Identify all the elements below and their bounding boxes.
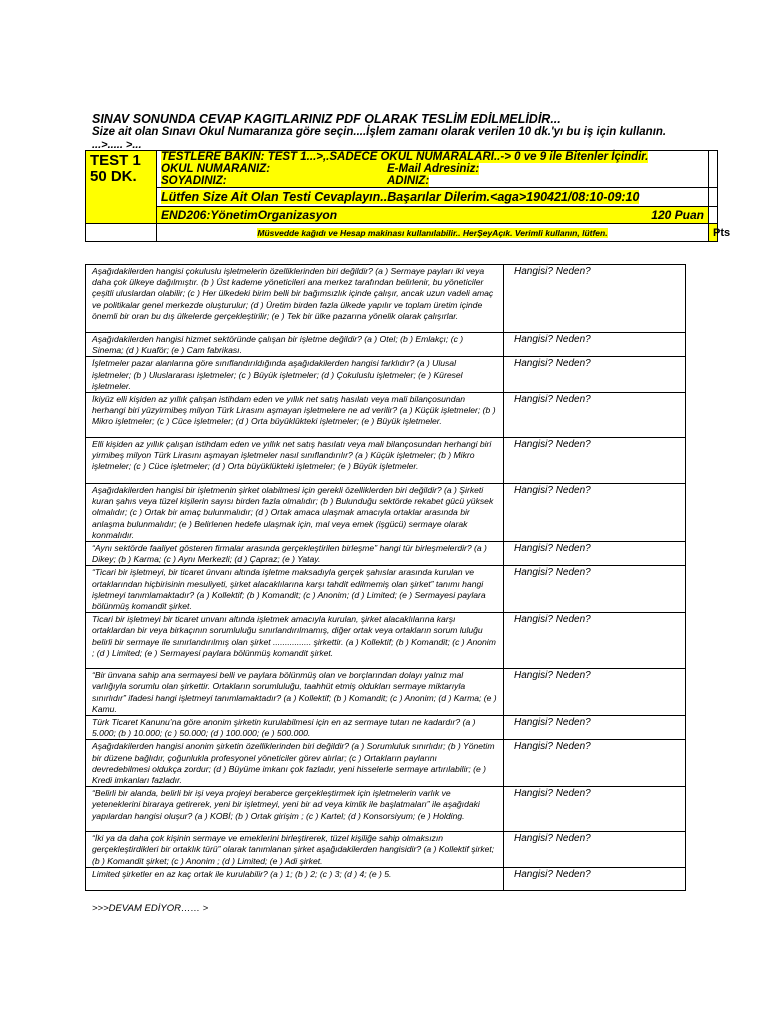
answer-cell[interactable]: Hangisi? Neden? [504, 566, 686, 613]
question-text: Türk Ticaret Kanunu’na göre anonim şirketin kurulabilmesi için en az sermaye tutarı ne kadardır? (a ) 5.000; (b ) 10.000; (c ) 50.000; (d ) 100.000; (e ) 500.000. [86, 716, 504, 740]
answer-cell[interactable]: Hangisi? Neden? [504, 542, 686, 566]
answer-cell[interactable]: Hangisi? Neden? [504, 438, 686, 484]
student-info-cell [157, 151, 709, 188]
question-row [86, 566, 686, 613]
question-text: İkiyüz elli kişiden az yıllık çalışan istihdam eden ve yıllık net satış hasılatı veya mali bilançosundan herhangi biri yüzyirmibeş milyon Türk Lirasını aşmayan işletmelere ne ad verilir? (a ) Küçük işletmeler; (b ) Mikro işletmeler; (c ) Cüce işletmeler; (d ) Orta büyüklükteki işletmeler; (e ) Büyük işletmeler. [86, 393, 504, 438]
answer-cell[interactable]: Hangisi? Neden? [504, 393, 686, 438]
course-name: END206:YönetimOrganizasyon [161, 208, 338, 222]
total-points: 120 Puan [651, 208, 704, 222]
question-text: Aşağıdakilerden hangisi bir işletmenin şirket olabilmesi için gerekli özelliklerden biri değildir? (a ) Şirketi kuran şahıs veya tüzel kişilerin sayısı birden fazla olmalıdır; (b ) Bulunduğu sektörde rekabet gücü yüksek olmalıdır; (c ) Ortak bir amaç bulunmalıdır; (d ) Ortak amaca ulaşmak amacıyla ortaklar arasında bir anlaşma bulunmalıdır; (e ) Belirlenen hedefe ulaşmak için, mal veya emek (işgücü) sermaye olarak konmalıdır. [86, 484, 504, 542]
intro-text [92, 112, 712, 151]
question-text: Ticari bir işletmeyi bir ticaret unvanı altında işletmek amacıyla kurulan, şirket alacaklılarına karşı ortaklardan bir veya birkaçının sorumluluğu sınırlandırılmamış, diğer ortak veya ortakların sorum luluğu belirli bir sermaye ile sınırlandırılmış olan şirket ................ şirkettir. (a ) Kollektif; (b ) Komandit; (c ) Anonim ; (d ) Limited; (e ) Sermayesi paylara bölünmüş komandit şirket. [86, 613, 504, 669]
test-label: TEST 1 [90, 152, 141, 169]
answer-cell[interactable]: Hangisi? Neden? [504, 716, 686, 740]
question-text: “Belirli bir alanda, belirli bir işi veya projeyi beraberce gerçekleştirmek için işletmelerin varlık ve yeteneklerini biraraya getirerek, yeni bir işletmeyi, yeni bir ad veya kimlik ile başlatmaları” ile aşağıdaki yapılardan hangisi oluşur? (a ) KOBİ; (b ) Ortak girişim ; (c ) Kartel; (d ) Konsorsiyum; (e ) Holding. [86, 787, 504, 832]
question-text: Limited şirketler en az kaç ortak ile kurulabilir? (a ) 1; (b ) 2; (c ) 3; (d ) 4; (e ) 5. [86, 867, 504, 890]
surname-field[interactable]: SOYADINIZ: [161, 175, 387, 187]
okul-no-field[interactable]: OKUL NUMARANIZ: [161, 163, 387, 175]
note-cell [157, 224, 709, 242]
test-label-cell [86, 151, 157, 224]
pts-cell[interactable]: Pts [709, 224, 718, 242]
name-field[interactable]: ADINIZ: [387, 175, 430, 187]
question-row [86, 484, 686, 542]
usage-note: Müsvedde kağıdı ve Hesap makinası kullanılabilir.. HerŞeyAçık. Verimli kullanın, lütfen. [257, 227, 608, 238]
question-row [86, 669, 686, 716]
answer-cell[interactable]: Hangisi? Neden? [504, 740, 686, 787]
test-instruction: TESTLERE BAKIN: TEST 1...>,.SADECE OKUL NUMARALARI..-> 0 ve 9 ile Bitenler İçindir. [161, 151, 649, 163]
question-row [86, 393, 686, 438]
questions-table [85, 264, 686, 891]
course-side-cell [709, 207, 718, 224]
question-row [86, 832, 686, 868]
question-row [86, 438, 686, 484]
question-text: “Bir ünvana sahip ana sermayesi belli ve paylara bölünmüş olan ve borçlarından dolayı yalnız mal varlığıyla sorumlu olan şirkettir. Ortakların sorumluluğu, taahhüt etmiş oldukları sermaye miktarıyla sınırlıdır” ifadesi hangi işletmeyi tanımlamaktadır? (a ) Kollektif; (b ) Komandit; (c ) Anonim; (d ) Karma; (e ) Kamu. [86, 669, 504, 716]
email-field[interactable]: E-Mail Adresiniz: [387, 163, 480, 175]
answer-cell[interactable]: Hangisi? Neden? [504, 669, 686, 716]
question-row [86, 542, 686, 566]
answer-cell[interactable]: Hangisi? Neden? [504, 333, 686, 357]
question-row [86, 716, 686, 740]
question-row [86, 867, 686, 890]
course-cell [157, 207, 709, 224]
question-row [86, 740, 686, 787]
question-text: “İki ya da daha çok kişinin sermaye ve emeklerini birleştirerek, tüzel kişiliğe sahip olmaksızın gerçekleştirdikleri bir ortaklık türü” olarak tanımlanan şirket aşağıdakilerden hangisidir? (a ) Kollektif şirket; (b ) Komandit şirket; (c ) Anonim ; (d ) Limited; (e ) Adi şirket. [86, 832, 504, 868]
question-row [86, 357, 686, 393]
submission-notice: SINAV SONUNDA CEVAP KAGITLARINIZ PDF OLARAK TESLİM EDİLMELİDİR... [92, 112, 561, 126]
request-side-cell [709, 188, 718, 207]
question-text: Aşağıdakilerden hangisi çokuluslu işletmelerin özelliklerinden biri değildir? (a ) Sermaye payları iki veya daha çok ülkeye dağılmıştır. (b ) Üst kademe yöneticileri ana merkez tarafından belirlenir, bu yöneticiler çeşitli uluslardan olabilir; (c ) Her ülkedeki birim belli bir bağımsızlık içinde çalışır, ancak uzun vadeli amaç ve politikalar genel merkezde oluşturulur; (d ) Üretim birden fazla ülkede yapılır ve toplam üretim içinde önemli bir oran bu dış ülkelerde gerçekleştirilir; (e ) Tek bir ülke pazarına yönelik olarak çalışırlar. [86, 265, 504, 333]
exam-header-table [85, 150, 731, 242]
blank-cell [86, 224, 157, 242]
question-text: Aşağıdakilerden hangisi anonim şirketin özelliklerinden biri değildir? (a ) Sorumluluk sınırlıdır; (b ) Yönetim bir düzene bağlıdır, çoğunlukla profesyonel yöneticiler görev alırlar; (c ) Ortakların paylarını devredebilmesi oldukça zordur; (d ) Büyüme imkanı çok fazladır, yeni hisselerle sermaye artırılabilir; (e ) Kredi imkanları fazladır. [86, 740, 504, 787]
request-text: Lütfen Size Ait Olan Testi Cevaplayın..Başarılar Dilerim.<aga>190421/08:10-09:10 [161, 190, 640, 204]
continue-footer: >>>DEVAM EDİYOR…… > [92, 903, 209, 914]
selection-instruction: Size ait olan Sınavı Okul Numaranıza göre seçin....İşlem zamanı olarak verilen 10 dk.'yı bu iş için kullanın. [92, 126, 667, 138]
question-row [86, 787, 686, 832]
answer-cell[interactable]: Hangisi? Neden? [504, 787, 686, 832]
header-side-cell [709, 151, 718, 188]
question-text: Aşağıdakilerden hangisi hizmet sektöründe çalışan bir işletme değildir? (a ) Otel; (b ) Emlakçı; (c ) Sinema; (d ) Kuaför; (e ) Cam fabrikası. [86, 333, 504, 357]
question-text: Elli kişiden az yıllık çalışan istihdam eden ve yıllık net satış hasılatı veya mali bilançosundan herhangi biri yirmibeş milyon Türk Lirasını aşmayan işletmeler nasıl sınıflandırılır? (a ) Küçük işletmeler; (b ) Mikro işletmeler; (c ) Cüce işletmeler; (d ) Orta büyüklükteki işletmeler; (e ) Büyük işletmeler. [86, 438, 504, 484]
answer-cell[interactable]: Hangisi? Neden? [504, 265, 686, 333]
question-row [86, 265, 686, 333]
question-text: “Ticari bir işletmeyi, bir ticaret ünvanı altında işletme maksadıyla gerçek şahıslar arasında kurulan ve ortaklarından hiçbirisinin mesuliyeti, şirket alacaklılarına karşı tahdit edilmemiş olan şirket” tanımı hangi işletmeyi tanımlamaktadır? (a ) Kollektif; (b ) Komandit; (c ) Anonim; (d ) Limited; (e ) Sermayesi paylara bölünmüş komandit şirket. [86, 566, 504, 613]
answer-cell[interactable]: Hangisi? Neden? [504, 832, 686, 868]
answer-cell[interactable]: Hangisi? Neden? [504, 613, 686, 669]
answer-cell[interactable]: Hangisi? Neden? [504, 484, 686, 542]
answer-cell[interactable]: Hangisi? Neden? [504, 867, 686, 890]
answer-cell[interactable]: Hangisi? Neden? [504, 357, 686, 393]
question-row [86, 613, 686, 669]
arrow-line: ...>..... >... [92, 139, 142, 151]
test-duration: 50 DK. [90, 168, 137, 185]
question-row [86, 333, 686, 357]
question-text: İşletmeler pazar alanlarına göre sınıflandırıldığında aşağıdakilerden hangisi farklıdır? (a ) Ulusal işletmeler; (b ) Uluslararası işletmeler; (c ) Büyük işletmeler; (d ) Çokuluslu işletmeler; (e ) Küresel işletmeler. [86, 357, 504, 393]
question-text: “Aynı sektörde faaliyet gösteren firmalar arasında gerçekleştirilen birleşme” hangi tür birleşmelerdir? (a ) Dikey; (b ) Karma; (c ) Aynı Merkezli; (d ) Çapraz; (e ) Yatay. [86, 542, 504, 566]
request-cell [157, 188, 709, 207]
